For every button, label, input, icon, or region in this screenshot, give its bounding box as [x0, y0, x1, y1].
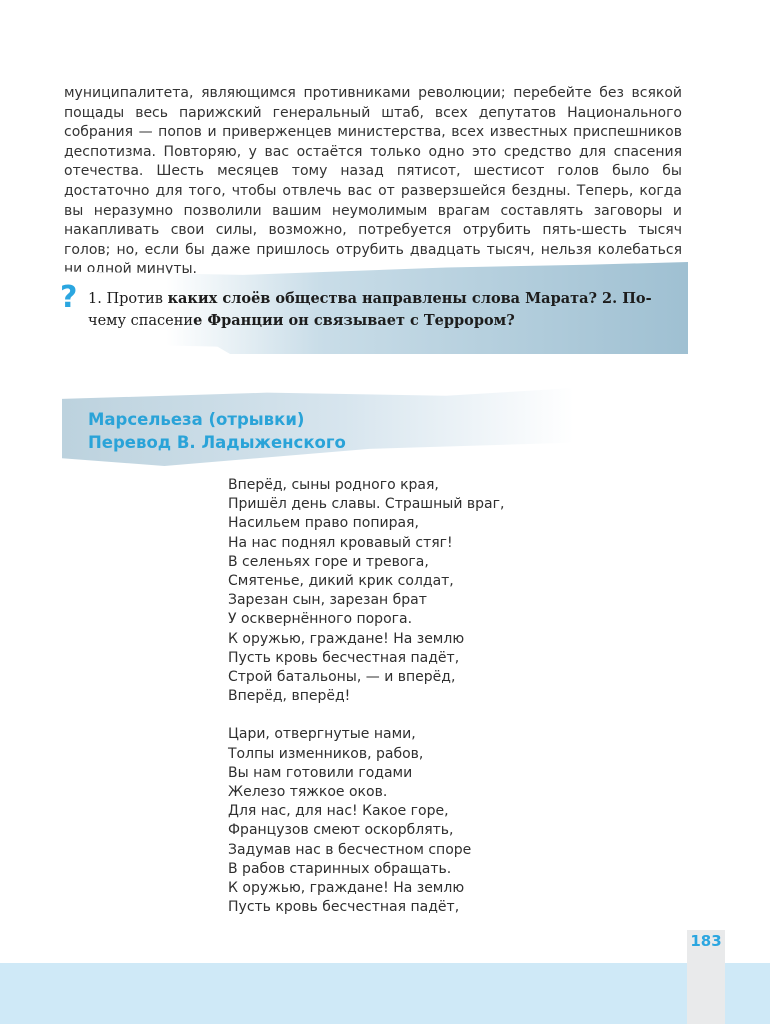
poem-line: Строй батальоны, — и вперёд,: [228, 668, 456, 685]
poem: [228, 476, 648, 917]
question-line-2-prefix: чему спасени: [88, 313, 194, 329]
question-mark-icon: ?: [60, 280, 78, 315]
question-line-1-rest: каких слоёв общества направлены слова Марата? 2. По-: [167, 290, 652, 307]
poem-title: Марсельеза (отрывки): [88, 410, 305, 429]
poem-line: Пусть кровь бесчестная падёт,: [228, 899, 460, 916]
poem-line: В селеньях горе и тревога,: [228, 553, 429, 570]
footer-band: [0, 963, 770, 1024]
poem-line: Насильем право попирая,: [228, 515, 419, 532]
poem-line: Толпы изменников, рабов,: [228, 745, 424, 762]
poem-line: К оружью, граждане! На землю: [228, 630, 465, 647]
poem-line: Пришёл день славы. Страшный враг,: [228, 496, 505, 513]
poem-line: К оружью, граждане! На землю: [228, 879, 465, 896]
poem-line: Вперёд, вперёд!: [228, 688, 351, 705]
poem-stanza-1: [228, 476, 648, 706]
poem-line: Цари, отвергнутые нами,: [228, 726, 416, 743]
poem-line: Для нас, для нас! Какое горе,: [228, 803, 449, 820]
question-line-2: [88, 310, 684, 332]
stanza-gap: [228, 706, 648, 725]
poem-line: Пусть кровь бесчестная падёт,: [228, 649, 460, 666]
poem-stanza-2: [228, 725, 648, 917]
poem-line: На нас поднял кровавый стяг!: [228, 534, 453, 551]
poem-line: Вперёд, сыны родного края,: [228, 477, 439, 493]
question-line-2-rest: е Франции он связывает с Террором?: [193, 312, 515, 329]
poem-line: Зарезан сын, зарезан брат: [228, 592, 427, 609]
question-line-1: [88, 288, 684, 310]
poem-line: Железо тяжкое оков.: [228, 784, 388, 800]
poem-line: Смятенье, дикий крик солдат,: [228, 572, 454, 589]
poem-line: Вы нам готовили годами: [228, 764, 413, 781]
body-paragraph: муниципалитета, являющимся противниками революции; перебейте без всякой пощады весь парижский генеральный штаб, всех депутатов Национального собрания — попов и приверженцев министерства, всех известных приспешников деспотизма. Повторяю, у вас остаётся только одно это средство для спасения отечества. Шесть месяцев тому назад пятисот, шестисот голов было бы достаточно для того, чтобы отвлечь вас от разверзшейся бездны. Теперь, когда вы неразумно позволили вашим неумолимым врагам составлять заговоры и накапливать свои силы, возможно, потребуется отрубить пять-шесть тысяч голов; но, если бы даже пришлось отрубить двадцать тысяч, нельзя колебаться ни одной минуты.: [64, 85, 682, 278]
poem-line: У осквернённого порога.: [228, 611, 413, 628]
page-number: 183: [690, 932, 722, 950]
poem-line: Французов смеют оскорблять,: [228, 822, 454, 839]
question-line-1-prefix: 1. Против: [88, 291, 168, 307]
poem-line: В рабов старинных обращать.: [228, 860, 452, 877]
poem-translator: Перевод В. Ладыженского: [88, 433, 346, 452]
question-block: [88, 288, 684, 332]
poem-line: Задумав нас в бесчестном споре: [228, 841, 472, 858]
